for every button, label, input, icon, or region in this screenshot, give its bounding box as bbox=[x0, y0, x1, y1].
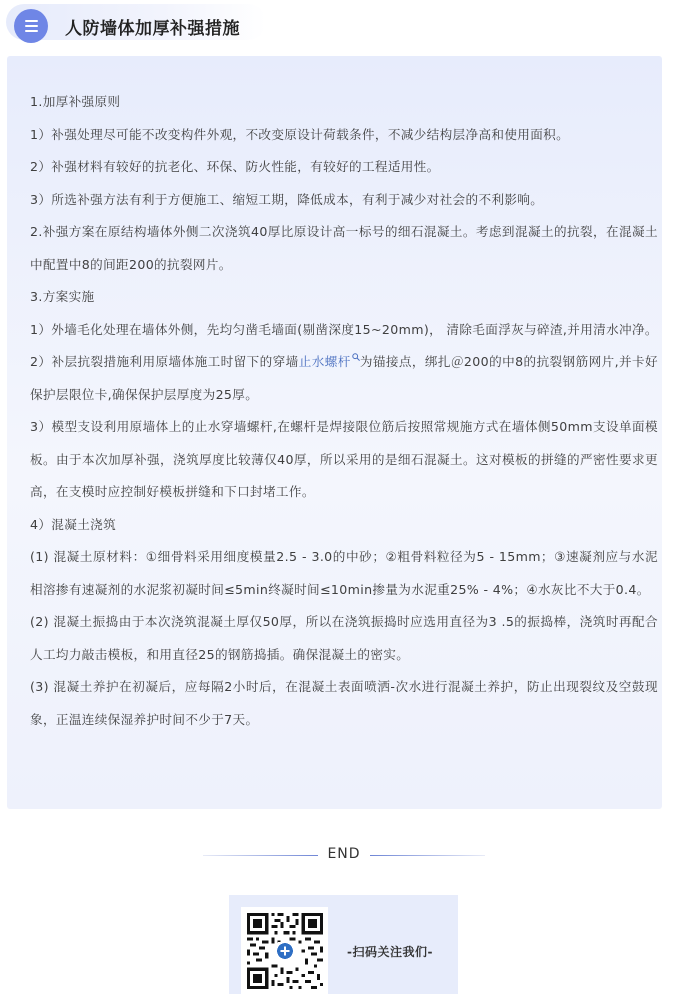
paragraph: 1）外墙毛化处理在墙体外侧，先均匀凿毛墙面(剔凿深度15~20mm)， 清除毛面浮灰与碎渣,并用清水冲净。 bbox=[30, 321, 658, 337]
paragraph-text: 2）补层抗裂措施利用原墙体施工时留下的穿墙 bbox=[30, 354, 299, 369]
article-body bbox=[30, 86, 658, 736]
paragraph: 1）补强处理尽可能不改变构件外观，不改变原设计荷载条件，不减少结构层净高和使用面积。 bbox=[30, 126, 570, 142]
section-header bbox=[6, 4, 266, 40]
paragraph-heading-principle: 1.加厚补强原则 bbox=[30, 94, 121, 109]
qr-caption: -扫码关注我们- bbox=[347, 945, 433, 959]
paragraph-text: 为锚接点，绑扎＠200的中8的抗裂钢筋网片,并卡好保护层限位卡,确保保护层厚度为25厚。 bbox=[30, 354, 659, 402]
paragraph: 3）所选补强方法有利于方便施工、缩短工期，降低成本，有利于减少对社会的不利影响。 bbox=[30, 191, 544, 207]
paragraph-with-link bbox=[30, 346, 658, 411]
paragraph-heading-pouring: 4）混凝土浇筑 bbox=[30, 516, 117, 532]
keyword-link[interactable]: 止水螺杆 bbox=[298, 354, 351, 369]
page-title: 人防墙体加厚补强措施 bbox=[65, 19, 240, 39]
qr-code-icon[interactable] bbox=[247, 913, 323, 989]
paragraph: 3）模型支设利用原墙体上的止水穿墙螺杆,在螺杆是焊接限位筋后按照常规施方式在墙体侧50mm支设单面模板。由于本次加厚补强，浇筑厚度比较薄仅40厚，所以采用的是细石混凝土。这对模板的拼缝的严密性要求更高，在支模时应控制好模板拼缝和下口封堵工作。 bbox=[30, 419, 658, 499]
paragraph: (3) 混凝土养护在初凝后，应每隔2小时后，在混凝土表面喷洒-次水进行混凝土养护，防止出现裂纹及空鼓现象，正温连续保湿养护时间不少于7天。 bbox=[30, 679, 658, 727]
end-divider bbox=[200, 845, 488, 867]
paragraph-heading-implementation: 3.方案实施 bbox=[30, 289, 95, 304]
search-icon[interactable] bbox=[352, 353, 360, 361]
end-label: END bbox=[327, 846, 361, 862]
paragraph: 2）补强材料有较好的抗老化、环保、防火性能，有较好的工程适用性。 bbox=[30, 159, 440, 174]
menu-icon[interactable] bbox=[14, 9, 48, 43]
paragraph: (2) 混凝土振捣由于本次浇筑混凝土厚仅50厚，所以在浇筑振捣时应选用直径为3 .5的振捣棒，浇筑时再配合人工均力敲击模板，和用直径25的钢筋捣插。确保混凝土的密实。 bbox=[30, 614, 658, 662]
qr-card bbox=[229, 895, 458, 994]
paragraph: (1) 混凝土原材料：①细骨料采用细度模量2.5 - 3.0的中砂；②粗骨料粒径为5 - 15mm；③速凝剂应与水泥相溶掺有速凝剂的水泥浆初凝时间≤5min终凝时间≤10min掺量为水泥重25% - 4%；④水灰比不大于0.4。 bbox=[30, 549, 658, 597]
paragraph: 2.补强方案在原结构墙体外侧二次浇筑40厚比原设计高一标号的细石混凝土。考虑到混凝土的抗裂，在混凝土中配置中8的间距200的抗裂网片。 bbox=[30, 224, 658, 272]
qr-frame bbox=[241, 907, 328, 994]
divider-line bbox=[370, 855, 485, 856]
